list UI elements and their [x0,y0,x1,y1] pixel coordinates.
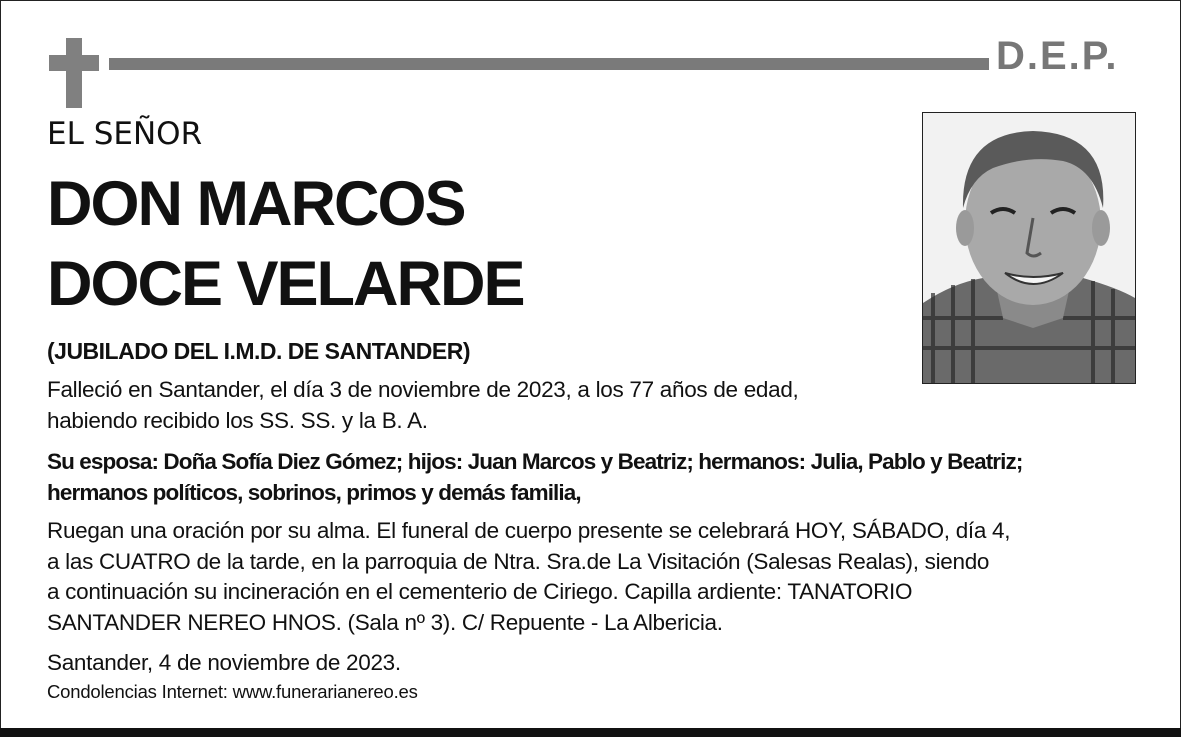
funeral-paragraph [47,516,1010,638]
funeral-line-3: a continuación su incineración en el cementerio de Ciriego. Capilla ardiente: TANATORIO [47,579,913,605]
funeral-line-2: a las CUATRO de la tarde, en la parroquia de Ntra. Sra.de La Visitación (Salesas Realas), siendo [47,548,990,574]
occupation: (JUBILADO DEL I.M.D. DE SANTANDER) [47,338,470,364]
header-rule [109,58,989,70]
death-line-2: habiendo recibido los SS. SS. y la B. A. [47,407,428,433]
dep-label: D.E.P. [996,34,1119,78]
funeral-line-1: Ruegan una oración por su alma. El funeral de cuerpo presente se celebrará HOY, SÁBADO, día 4, [47,518,1011,543]
funeral-line-4: SANTANDER NEREO HNOS. (Sala nº 3). C/ Repuente - La Albericia. [47,609,723,635]
portrait-photo [922,112,1136,384]
death-paragraph [47,375,799,436]
deceased-name [47,164,524,324]
name-line-2: DOCE VELARDE [47,249,524,319]
death-line-1: Falleció en Santander, el día 3 de noviembre de 2023, a los 77 años de edad, [47,377,799,402]
name-line-1: DON MARCOS [47,169,465,239]
place-date: Santander, 4 de noviembre de 2023. [47,650,401,675]
family-line-1: Su esposa: Doña Sofía Diez Gómez; hijos: Juan Marcos y Beatriz; hermanos: Julia, Pablo y Beatriz; [47,449,1023,474]
condolences-link[interactable]: Condolencias Internet: www.funerarianereo.es [47,681,418,702]
honorific: EL SEÑOR [47,116,203,152]
bottom-rule [0,728,1181,737]
family-paragraph [47,447,1022,508]
family-line-2: hermanos políticos, sobrinos, primos y demás familia, [47,479,581,505]
